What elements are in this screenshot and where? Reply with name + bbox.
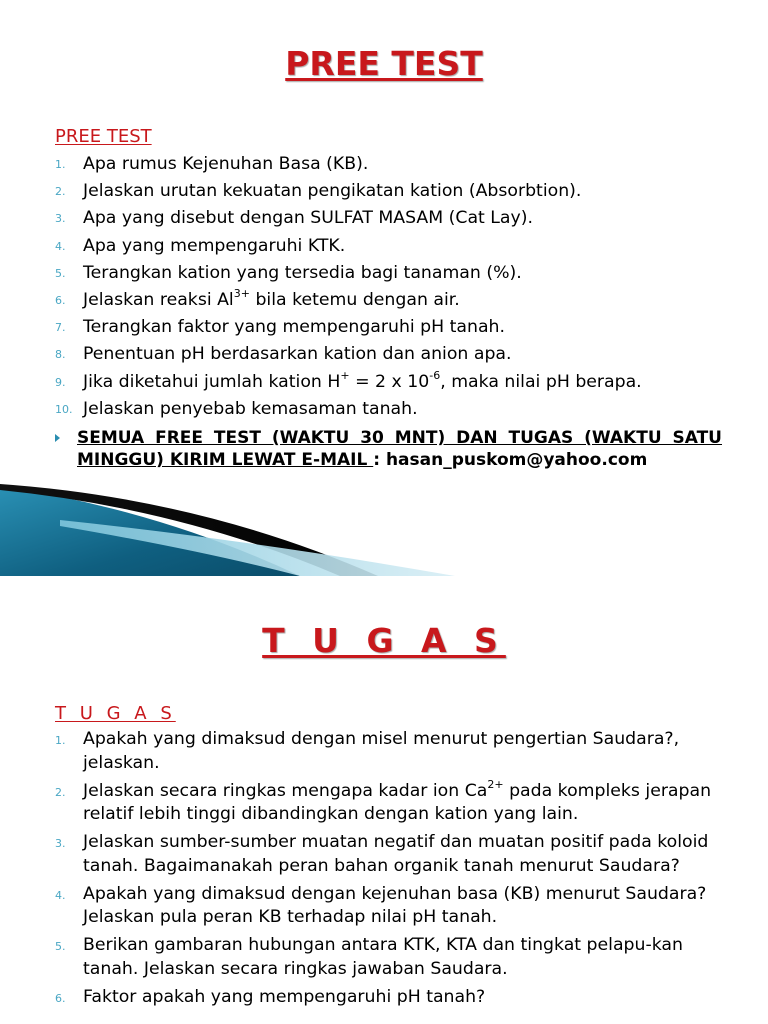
decorative-swoosh	[0, 480, 768, 576]
item-number: 1.	[55, 158, 66, 171]
notice-underlined-text: SEMUA FREE TEST (WAKTU 30 MNT) DAN TUGAS (WAKTU SATU MINGGU) KIRIM LEWAT E-MAIL	[77, 428, 722, 470]
list-item: 6. Jelaskan reaksi $Al^{3+}$ bila ketemu dengan air.	[55, 287, 730, 314]
question-list	[55, 151, 730, 423]
item-number: 4.	[55, 888, 66, 902]
list-item: 5. Berikan gambaran hubungan antara KTK, KTA dan tingkat pelapu-kan tanah. Jelaskan secara ringkas jawaban Saudara.	[55, 935, 683, 979]
item-number: 7.	[55, 321, 66, 335]
list-item: 3. Apa yang disebut dengan SULFAT MASAM (Cat Lay).	[55, 205, 730, 232]
item-number: 3.	[55, 212, 66, 226]
item-number: 5.	[55, 940, 66, 953]
item-number: 6.	[55, 293, 66, 307]
slide-tugas	[0, 576, 768, 1024]
item-number: 8.	[55, 348, 66, 362]
section-heading: PREE TEST	[55, 126, 152, 147]
list-item: 9. Jika diketahui jumlah kation H+ = 2 x $10^{-6}$, maka nilai pH berapa.	[55, 369, 730, 396]
task-list	[55, 728, 730, 1014]
list-item: 4. Apakah yang dimaksud dengan kejenuhan basa (KB) menurut Saudara? Jelaskan pula peran KB terhadap nilai pH tanah.	[55, 883, 707, 927]
notice-email: : hasan_puskom@yahoo.com	[373, 450, 648, 470]
item-number: 9.	[55, 375, 66, 389]
item-number: 5.	[55, 266, 66, 280]
item-number: 1.	[55, 734, 66, 747]
list-item: 1. Apakah yang dimaksud dengan misel menurut pengertian Saudara?, jelaskan.	[55, 729, 680, 773]
list-item: 8. Penentuan pH berdasarkan kation dan anion apa.	[55, 341, 730, 368]
item-number: 2.	[55, 785, 66, 799]
list-item: 10. Jelaskan penyebab kemasaman tanah.	[55, 396, 730, 423]
section-heading: T U G A S	[55, 703, 176, 724]
list-item: 6. Faktor apakah yang mempengaruhi pH tanah?	[55, 986, 730, 1010]
list-item: 2. Jelaskan urutan kekuatan pengikatan kation (Absorbtion).	[55, 178, 730, 205]
list-item: 4. Apa yang mempengaruhi KTK.	[55, 233, 730, 260]
item-number: 2.	[55, 185, 66, 199]
item-number: 3.	[55, 837, 66, 850]
list-item: 1. Apa rumus Kejenuhan Basa (KB).	[55, 151, 730, 178]
submission-notice	[55, 427, 722, 471]
item-number: 10.	[55, 402, 73, 416]
list-item: 5. Terangkan kation yang tersedia bagi tanaman (%).	[55, 260, 730, 287]
slide-title: T U G A S	[262, 621, 506, 660]
list-item: 7. Terangkan faktor yang mempengaruhi pH tanah.	[55, 314, 730, 341]
list-item: 2. Jelaskan secara ringkas mengapa kadar ion $Ca^{2+}$ pada kompleks jerapan relatif lebih tinggi dibandingkan dengan kation yang lain.	[55, 777, 712, 824]
item-number: 6.	[55, 991, 66, 1005]
arrow-bullet-icon	[55, 434, 60, 442]
slide-title: PREE TEST	[285, 44, 483, 83]
list-item: 3. Jelaskan sumber-sumber muatan negatif dan muatan positif pada koloid tanah. Bagaimanakah peran bahan organik tanah menurut Saudara?	[55, 832, 709, 876]
item-number: 4.	[55, 239, 66, 253]
